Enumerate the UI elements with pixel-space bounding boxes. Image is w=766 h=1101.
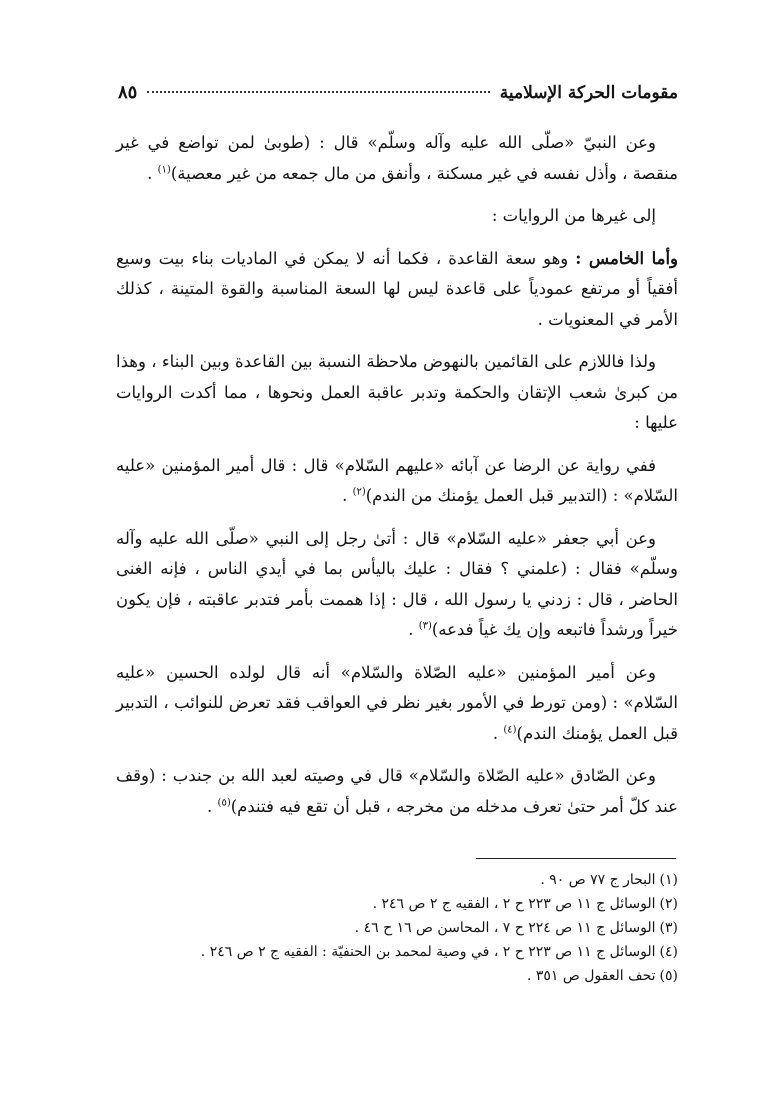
paragraph: وعن أمير المؤمنين «عليه الصّلاة والسّلام» أنه قال لولده الحسين «عليه السّلام» : (ومن تورط في الأمور بغير نظر في العواقب فقد تعرض للنوائب ، التدبير قبل العمل يؤمنك الندم)$^{(٤)}$ . [116, 662, 678, 743]
running-title: مقومات الحركة الإسلامية [499, 83, 678, 103]
footnotes [116, 868, 678, 988]
footnote-ref: (٣) [418, 620, 432, 632]
footnote-ref: (٢) [352, 486, 366, 498]
paragraph: وأما الخامس : وهو سعة القاعدة ، فكما أنه لا يمكن في الماديات بناء بيت وسيع أفقياً أو مرتفع عمودياً على قاعدة ليس لها السعة المناسبة والقوة المتينة ، كذلك الأمر في المعنويات . [116, 248, 678, 329]
footnote: (٢)الوسائل ج ١١ ص ٢٢٣ ح ٢ ، الفقيه ج ٢ ص ٢٤٦ . [372, 896, 678, 912]
body-text [116, 128, 678, 834]
paragraph: ولذا فاللازم على القائمين بالنهوض ملاحظة النسبة بين القاعدة وبين البناء ، وهذا من كبرىٰ شعب الإتقان والحكمة وتدبر عاقبة العمل ونحوها ، مما أكدت الروايات عليها : [116, 352, 678, 432]
footnote: (٤)الوسائل ج ١١ ص ٢٢٣ ح ٢ ، في وصية لمحمد بن الحنفيّة : الفقيه ج ٢ ص ٢٤٦ . [200, 944, 678, 960]
paragraph: ففي رواية عن الرضا عن آبائه «عليهم السّلام» قال : قال أمير المؤمنين «عليه السّلام» : (التدبير قبل العمل يؤمنك من الندم)$^{(٢)}$ . [116, 455, 678, 505]
running-header [118, 82, 678, 112]
footnote-ref: (١) [157, 164, 171, 175]
footnote-ref: (٤) [503, 724, 517, 735]
footnote: (٥)تحف العقول ص ٣٥١ . [526, 968, 678, 984]
paragraph: إلى غيرها من الروايات : [491, 206, 656, 225]
paragraph: وعن أبي جعفر «عليه السّلام» قال : أتىٰ رجل إلى النبي «صلّى الله عليه وآله وسلّم» فقال : (علمني ؟ فقال : عليك باليأس بما في أيدي الناس ، فإنه الغنى الحاضر ، قال : زدني يا رسول الله ، قال : إذا هممت بأمر فتدبر عاقبته ، فإن يكون خيراً ورشداً فاتبعه وإن يك غياً فدعه)$^{(٣)}$ . [116, 528, 678, 639]
paragraph: وعن الصّادق «عليه الصّلاة والسّلام» قال في وصيته لعبد الله بن جندب : (وقف عند كلّ أمر حتىٰ تعرف مدخله من مخرجه ، قبل أن تقع فيه فتندم)$^{(٥)}$ . [116, 766, 678, 816]
paragraph: وعن النبيّ «صلّى الله عليه وآله وسلّم» قال : (طوبىٰ لمن تواضع في غير منقصة ، وأذل نفسه في غير مسكنة ، وأنفق من مال جمعه من غير معصية)$^{(١)}$ . [116, 133, 678, 183]
page-number: ٨٥ [118, 82, 138, 103]
footnote: (١)البحار ج ٧٧ ص ٩٠ . [540, 872, 678, 888]
footnote-ref: (٥) [217, 797, 231, 808]
footnote: (٣)الوسائل ج ١١ ص ٢٢٤ ح ٧ ، المحاسن ص ١٦ ح ٤٦ . [354, 920, 678, 936]
footnote-separator [476, 858, 676, 859]
header-dot-leader [147, 91, 489, 93]
